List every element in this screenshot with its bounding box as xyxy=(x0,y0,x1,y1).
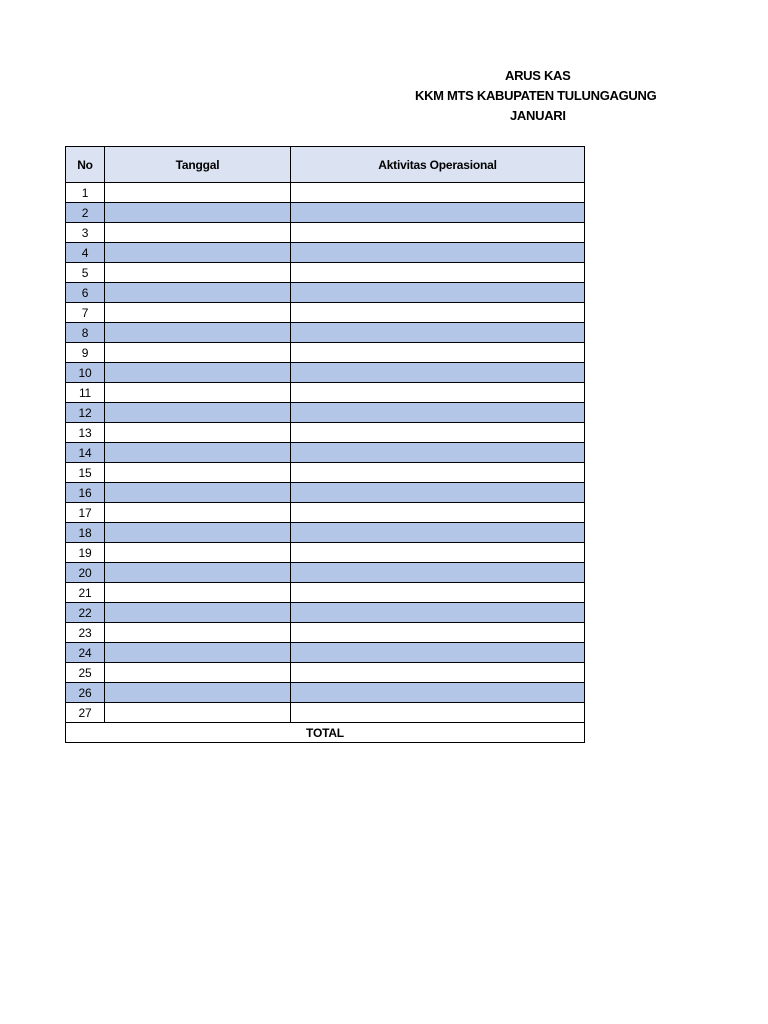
row-number-cell: 17 xyxy=(66,503,105,523)
activity-cell[interactable] xyxy=(291,263,585,283)
row-number-cell: 15 xyxy=(66,463,105,483)
activity-cell[interactable] xyxy=(291,183,585,203)
date-cell[interactable] xyxy=(105,663,291,683)
date-cell[interactable] xyxy=(105,303,291,323)
row-number-cell: 16 xyxy=(66,483,105,503)
activity-cell[interactable] xyxy=(291,223,585,243)
activity-cell[interactable] xyxy=(291,283,585,303)
table-row xyxy=(66,383,585,403)
row-number-cell: 12 xyxy=(66,403,105,423)
date-cell[interactable] xyxy=(105,323,291,343)
table-row xyxy=(66,523,585,543)
activity-cell[interactable] xyxy=(291,363,585,383)
report-period: JANUARI xyxy=(510,108,566,123)
report-organization: KKM MTS KABUPATEN TULUNGAGUNG xyxy=(415,88,657,103)
date-cell[interactable] xyxy=(105,563,291,583)
date-cell[interactable] xyxy=(105,463,291,483)
date-cell[interactable] xyxy=(105,703,291,723)
date-cell[interactable] xyxy=(105,423,291,443)
row-number-cell: 14 xyxy=(66,443,105,463)
row-number-cell: 25 xyxy=(66,663,105,683)
report-title: ARUS KAS xyxy=(505,68,571,83)
column-header-date: Tanggal xyxy=(105,147,291,183)
activity-cell[interactable] xyxy=(291,703,585,723)
date-cell[interactable] xyxy=(105,243,291,263)
activity-cell[interactable] xyxy=(291,643,585,663)
row-number-cell: 1 xyxy=(66,183,105,203)
activity-cell[interactable] xyxy=(291,483,585,503)
activity-cell[interactable] xyxy=(291,623,585,643)
row-number-cell: 23 xyxy=(66,623,105,643)
date-cell[interactable] xyxy=(105,383,291,403)
date-cell[interactable] xyxy=(105,683,291,703)
row-number-cell: 18 xyxy=(66,523,105,543)
table-row xyxy=(66,503,585,523)
activity-cell[interactable] xyxy=(291,423,585,443)
row-number-cell: 2 xyxy=(66,203,105,223)
activity-cell[interactable] xyxy=(291,403,585,423)
activity-cell[interactable] xyxy=(291,203,585,223)
table-row xyxy=(66,343,585,363)
table-row xyxy=(66,443,585,463)
date-cell[interactable] xyxy=(105,543,291,563)
row-number-cell: 6 xyxy=(66,283,105,303)
activity-cell[interactable] xyxy=(291,663,585,683)
activity-cell[interactable] xyxy=(291,523,585,543)
row-number-cell: 26 xyxy=(66,683,105,703)
table-row xyxy=(66,243,585,263)
activity-cell[interactable] xyxy=(291,563,585,583)
table-row xyxy=(66,703,585,723)
date-cell[interactable] xyxy=(105,523,291,543)
date-cell[interactable] xyxy=(105,503,291,523)
date-cell[interactable] xyxy=(105,263,291,283)
table-row xyxy=(66,483,585,503)
row-number-cell: 24 xyxy=(66,643,105,663)
table-row xyxy=(66,183,585,203)
table-row xyxy=(66,363,585,383)
row-number-cell: 5 xyxy=(66,263,105,283)
activity-cell[interactable] xyxy=(291,683,585,703)
table-row xyxy=(66,323,585,343)
row-number-cell: 22 xyxy=(66,603,105,623)
table-row xyxy=(66,583,585,603)
activity-cell[interactable] xyxy=(291,583,585,603)
date-cell[interactable] xyxy=(105,443,291,463)
activity-cell[interactable] xyxy=(291,383,585,403)
table-row xyxy=(66,463,585,483)
table-row xyxy=(66,303,585,323)
total-row xyxy=(66,723,585,743)
table-header-row xyxy=(66,147,585,183)
date-cell[interactable] xyxy=(105,583,291,603)
activity-cell[interactable] xyxy=(291,443,585,463)
table-row xyxy=(66,423,585,443)
table-row xyxy=(66,603,585,623)
table-row xyxy=(66,543,585,563)
activity-cell[interactable] xyxy=(291,603,585,623)
date-cell[interactable] xyxy=(105,623,291,643)
row-number-cell: 21 xyxy=(66,583,105,603)
row-number-cell: 10 xyxy=(66,363,105,383)
table-row xyxy=(66,683,585,703)
table-body xyxy=(66,183,585,723)
date-cell[interactable] xyxy=(105,183,291,203)
table-row xyxy=(66,283,585,303)
table-row xyxy=(66,403,585,423)
date-cell[interactable] xyxy=(105,363,291,383)
row-number-cell: 9 xyxy=(66,343,105,363)
date-cell[interactable] xyxy=(105,223,291,243)
activity-cell[interactable] xyxy=(291,343,585,363)
date-cell[interactable] xyxy=(105,643,291,663)
column-header-no: No xyxy=(66,147,105,183)
row-number-cell: 20 xyxy=(66,563,105,583)
activity-cell[interactable] xyxy=(291,323,585,343)
table-row xyxy=(66,263,585,283)
row-number-cell: 4 xyxy=(66,243,105,263)
date-cell[interactable] xyxy=(105,343,291,363)
table-row xyxy=(66,563,585,583)
cash-flow-table xyxy=(65,146,585,743)
date-cell[interactable] xyxy=(105,203,291,223)
table-row xyxy=(66,223,585,243)
activity-cell[interactable] xyxy=(291,543,585,563)
date-cell[interactable] xyxy=(105,603,291,623)
table-row xyxy=(66,203,585,223)
row-number-cell: 27 xyxy=(66,703,105,723)
activity-cell[interactable] xyxy=(291,303,585,323)
column-header-activity: Aktivitas Operasional xyxy=(291,147,585,183)
table-row xyxy=(66,623,585,643)
date-cell[interactable] xyxy=(105,403,291,423)
row-number-cell: 13 xyxy=(66,423,105,443)
date-cell[interactable] xyxy=(105,283,291,303)
row-number-cell: 8 xyxy=(66,323,105,343)
activity-cell[interactable] xyxy=(291,243,585,263)
table-row xyxy=(66,643,585,663)
activity-cell[interactable] xyxy=(291,463,585,483)
row-number-cell: 7 xyxy=(66,303,105,323)
activity-cell[interactable] xyxy=(291,503,585,523)
date-cell[interactable] xyxy=(105,483,291,503)
table-row xyxy=(66,663,585,683)
row-number-cell: 19 xyxy=(66,543,105,563)
row-number-cell: 3 xyxy=(66,223,105,243)
total-label: TOTAL xyxy=(66,723,585,743)
row-number-cell: 11 xyxy=(66,383,105,403)
